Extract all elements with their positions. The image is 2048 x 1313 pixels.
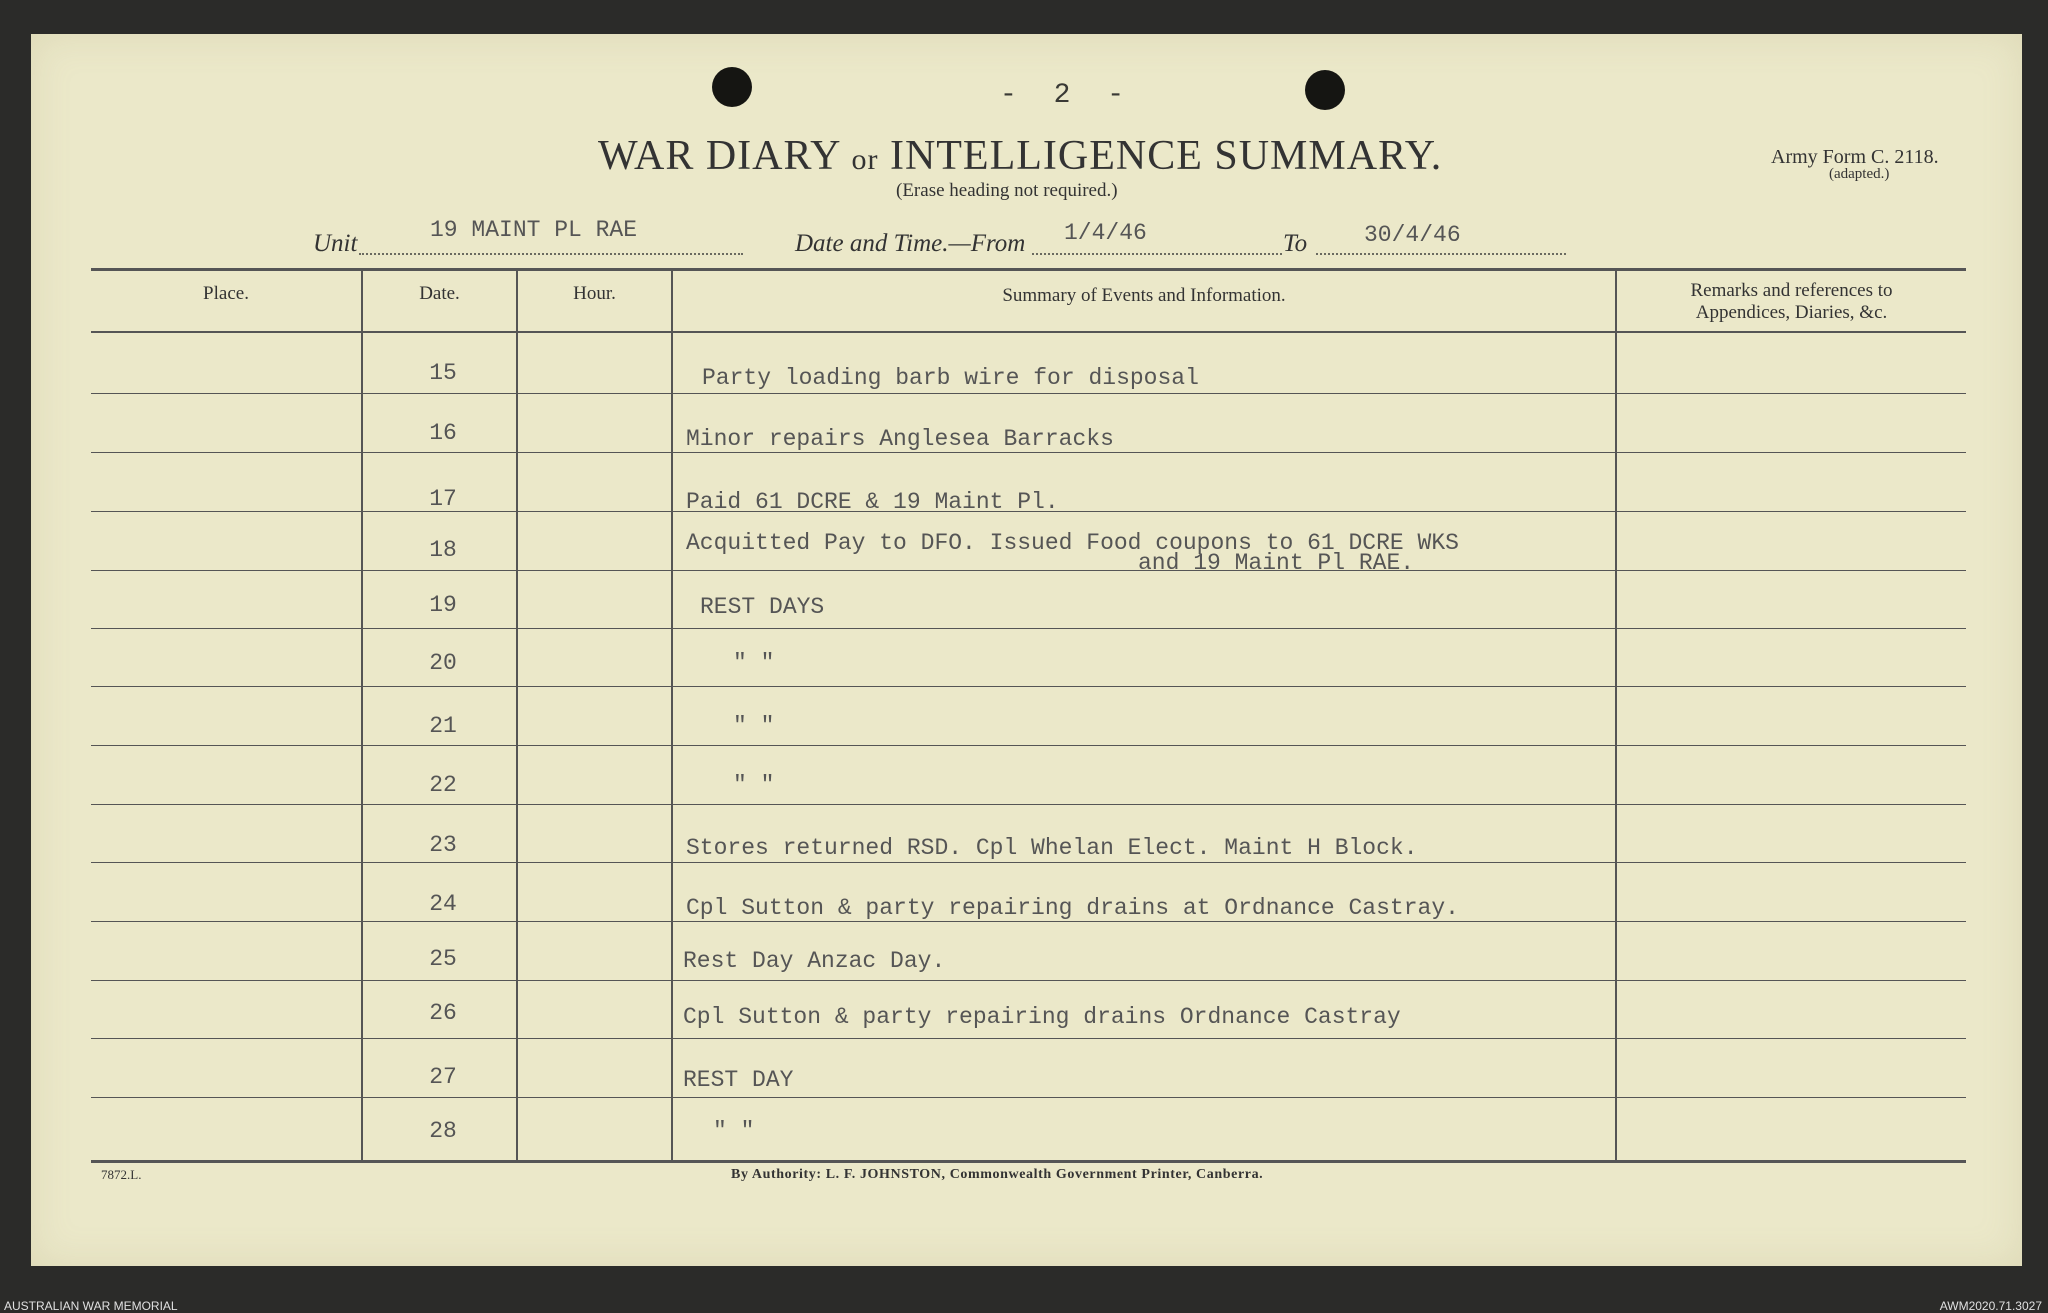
table-top-border	[91, 268, 1966, 271]
summary-21: " "	[733, 713, 775, 739]
header-remarks-line2: Appendices, Diaries, &c.	[1695, 302, 1888, 323]
unit-dotted-line	[359, 253, 743, 255]
header-summary: Summary of Events and Information.	[1002, 285, 1286, 306]
header-date: Date.	[419, 283, 460, 304]
from-dotted-line	[1032, 253, 1282, 255]
unit-value: 19 MAINT PL RAE	[430, 217, 638, 243]
archive-reference: AWM2020.71.3027	[1939, 1299, 2042, 1313]
summary-15: Party loading barb wire for disposal	[702, 365, 1199, 391]
date-17: 17	[429, 486, 457, 512]
date-15: 15	[429, 360, 457, 386]
summary-18: Acquitted Pay to DFO. Issued Food coupons to 61 DCRE WKS	[686, 530, 1459, 556]
date-22: 22	[429, 772, 457, 798]
date-24: 24	[429, 891, 457, 917]
row-line	[91, 804, 1966, 805]
column-divider-place-date	[361, 270, 363, 1161]
date-27: 27	[429, 1064, 457, 1090]
table-bottom-border	[91, 1160, 1966, 1163]
header-remarks	[1617, 280, 1966, 324]
unit-label: Unit	[313, 230, 358, 257]
to-date-value: 30/4/46	[1364, 222, 1461, 248]
column-divider-date-hour	[516, 270, 518, 1161]
archive-credit: AUSTRALIAN WAR MEMORIAL	[4, 1299, 178, 1313]
column-divider-summary-remarks	[1615, 270, 1617, 1161]
column-divider-hour-summary	[671, 270, 673, 1161]
summary-18-continued: and 19 Maint Pl RAE.	[1138, 550, 1415, 576]
to-dotted-line	[1316, 253, 1566, 255]
diary-page	[31, 34, 2022, 1266]
date-25: 25	[429, 946, 457, 972]
summary-25: Rest Day Anzac Day.	[683, 948, 946, 974]
row-line	[91, 628, 1966, 629]
summary-24: Cpl Sutton & party repairing drains at Ordnance Castray.	[686, 895, 1459, 921]
summary-20: " "	[733, 650, 775, 676]
date-16: 16	[429, 420, 457, 446]
summary-22: " "	[733, 772, 775, 798]
header-remarks-line1: Remarks and references to	[1690, 280, 1893, 301]
date-28: 28	[429, 1118, 457, 1144]
row-line	[91, 331, 1966, 333]
date-18: 18	[429, 537, 457, 563]
row-line	[91, 1097, 1966, 1098]
row-line	[91, 393, 1966, 394]
header-place: Place.	[203, 283, 249, 304]
summary-26: Cpl Sutton & party repairing drains Ordnance Castray	[683, 1004, 1401, 1030]
title-intelligence-summary: INTELLIGENCE SUMMARY.	[889, 133, 1443, 179]
row-line	[91, 745, 1966, 746]
date-21: 21	[429, 713, 457, 739]
row-line	[91, 862, 1966, 863]
army-form-adapted: (adapted.)	[1829, 166, 1890, 182]
army-form-number: Army Form C. 2118.	[1771, 146, 1939, 168]
subtitle: (Erase heading not required.)	[896, 180, 1118, 201]
row-line	[91, 980, 1966, 981]
from-date-value: 1/4/46	[1064, 220, 1147, 246]
summary-17: Paid 61 DCRE & 19 Maint Pl.	[686, 489, 1059, 515]
row-line	[91, 686, 1966, 687]
to-label: To	[1283, 230, 1308, 257]
form-print-code: 7872.L.	[101, 1167, 142, 1182]
row-line	[91, 921, 1966, 922]
date-time-label: Date and Time.—From	[795, 230, 1026, 257]
date-20: 20	[429, 650, 457, 676]
row-line	[91, 1038, 1966, 1039]
date-23: 23	[429, 832, 457, 858]
header-hour: Hour.	[573, 283, 616, 304]
title-war-diary: WAR DIARY	[598, 133, 840, 179]
title-or: or	[851, 143, 879, 176]
row-line	[91, 570, 1966, 571]
page-number: - 2 -	[1000, 80, 1135, 111]
date-26: 26	[429, 1000, 457, 1026]
punch-hole-right	[1305, 70, 1345, 110]
page-title	[598, 132, 1442, 180]
punch-hole-left	[712, 67, 752, 107]
summary-27: REST DAY	[683, 1067, 794, 1093]
summary-23: Stores returned RSD. Cpl Whelan Elect. Maint H Block.	[686, 835, 1418, 861]
summary-16: Minor repairs Anglesea Barracks	[686, 426, 1114, 452]
summary-19: REST DAYS	[700, 594, 825, 620]
summary-28: " "	[713, 1118, 755, 1144]
date-19: 19	[429, 592, 457, 618]
printer-authority: By Authority: L. F. JOHNSTON, Commonwealth Government Printer, Canberra.	[731, 1167, 1264, 1182]
row-line	[91, 452, 1966, 453]
